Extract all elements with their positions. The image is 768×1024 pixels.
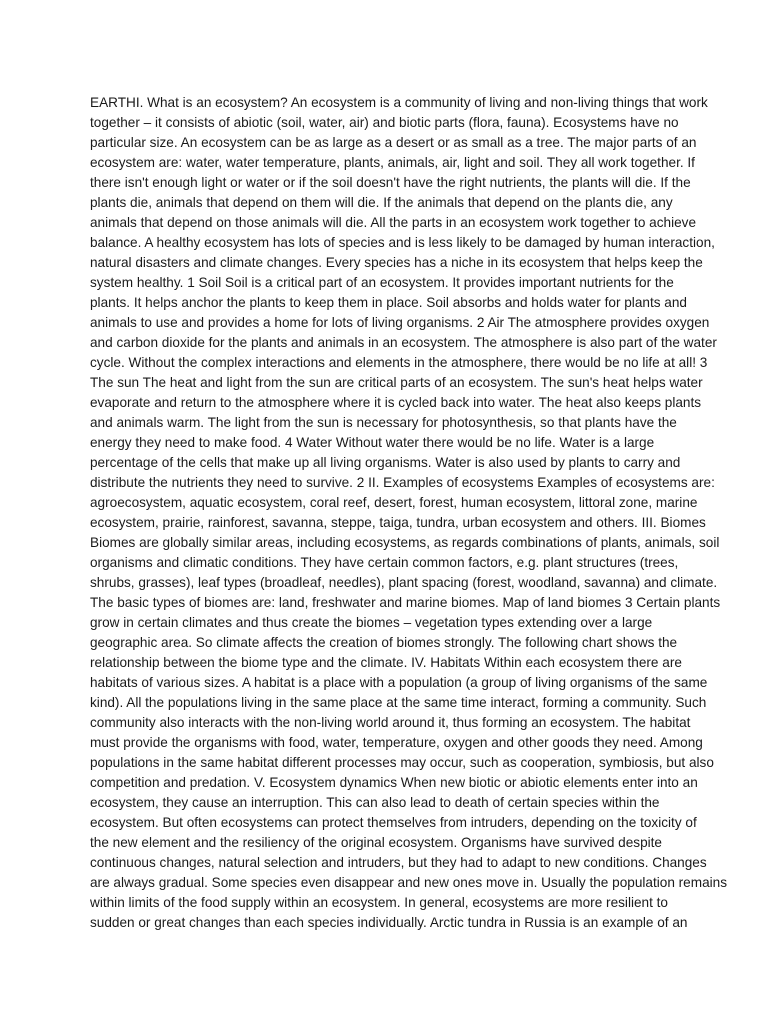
text-line: within limits of the food supply within an ecosystem. In general, ecosystems are more resilient to — [90, 895, 668, 910]
text-line: natural disasters and climate changes. Every species has a niche in its ecosystem that helps keep the — [90, 255, 703, 270]
text-line: must provide the organisms with food, water, temperature, oxygen and other goods they need. Among — [90, 735, 703, 750]
text-line: ecosystem, they cause an interruption. This can also lead to death of certain species within the — [90, 795, 660, 810]
text-line: animals to use and provides a home for lots of living organisms. 2 Air The atmosphere provides oxygen — [90, 315, 710, 330]
text-line: ecosystem. But often ecosystems can protect themselves from intruders, depending on the toxicity of — [90, 815, 697, 830]
text-line: together – it consists of abiotic (soil, water, air) and biotic parts (flora, fauna). Ecosystems have no — [90, 115, 679, 130]
text-line: are always gradual. Some species even disappear and new ones move in. Usually the population remains — [90, 875, 728, 890]
text-line: sudden or great changes than each species individually. Arctic tundra in Russia is an example of an — [90, 915, 688, 930]
text-line: there isn't enough light or water or if the soil doesn't have the right nutrients, the plants will die. If the — [90, 175, 691, 190]
text-line: energy they need to make food. 4 Water Without water there would be no life. Water is a large — [90, 435, 655, 450]
text-line: kind). All the populations living in the same place at the same time interact, forming a community. Such — [90, 695, 707, 710]
text-line: agroecosystem, aquatic ecosystem, coral reef, desert, forest, human ecosystem, littoral zone, marine — [90, 495, 698, 510]
text-line: continuous changes, natural selection and intruders, but they had to adapt to new conditions. Changes — [90, 855, 707, 870]
text-line: animals that depend on those animals will die. All the parts in an ecosystem work together to achieve — [90, 215, 697, 230]
text-line: particular size. An ecosystem can be as large as a desert or as small as a tree. The major parts of an — [90, 135, 697, 150]
text-line: organisms and climatic conditions. They have certain common factors, e.g. plant structures (trees, — [90, 555, 679, 570]
text-line: grow in certain climates and thus create the biomes – vegetation types extending over a large — [90, 615, 653, 630]
text-line: ecosystem, prairie, rainforest, savanna, steppe, taiga, tundra, urban ecosystem and others. III. Biomes — [90, 515, 706, 530]
text-line: shrubs, grasses), leaf types (broadleaf, needles), plant spacing (forest, woodland, savanna) and climate. — [90, 575, 718, 590]
text-line: percentage of the cells that make up all living organisms. Water is also used by plants to carry and — [90, 455, 681, 470]
text-line: community also interacts with the non-living world around it, thus forming an ecosystem. The habitat — [90, 715, 691, 730]
body-text — [90, 93, 728, 933]
text-line: Biomes are globally similar areas, including ecosystems, as regards combinations of plants, animals, soil — [90, 535, 720, 550]
text-line: cycle. Without the complex interactions and elements in the atmosphere, there would be no life at all! 3 — [90, 355, 708, 370]
text-line: EARTHI. What is an ecosystem? An ecosystem is a community of living and non-living things that work — [90, 95, 708, 110]
text-line: evaporate and return to the atmosphere where it is cycled back into water. The heat also keeps plants — [90, 395, 702, 410]
text-line: the new element and the resiliency of the original ecosystem. Organisms have survived despite — [90, 835, 662, 850]
text-line: geographic area. So climate affects the creation of biomes strongly. The following chart shows the — [90, 635, 678, 650]
text-line: distribute the nutrients they need to survive. 2 II. Examples of ecosystems Examples of ecosystems are: — [90, 475, 715, 490]
text-line: plants die, animals that depend on them will die. If the animals that depend on the plants die, any — [90, 195, 673, 210]
text-line: ecosystem are: water, water temperature, plants, animals, air, light and soil. They all work together. If — [90, 155, 695, 170]
text-line: balance. A healthy ecosystem has lots of species and is less likely to be damaged by human interaction, — [90, 235, 715, 250]
text-line: The sun The heat and light from the sun are critical parts of an ecosystem. The sun's heat helps water — [90, 375, 703, 390]
text-line: habitats of various sizes. A habitat is a place with a population (a group of living organisms of the same — [90, 675, 708, 690]
text-line: plants. It helps anchor the plants to keep them in place. Soil absorbs and holds water for plants and — [90, 295, 687, 310]
text-line: relationship between the biome type and the climate. IV. Habitats Within each ecosystem there are — [90, 655, 682, 670]
text-line: system healthy. 1 Soil Soil is a critical part of an ecosystem. It provides important nutrients for the — [90, 275, 674, 290]
text-line: and animals warm. The light from the sun is necessary for photosynthesis, so that plants have the — [90, 415, 677, 430]
text-line: populations in the same habitat different processes may occur, such as cooperation, symbiosis, but also — [90, 755, 714, 770]
text-line: competition and predation. V. Ecosystem dynamics When new biotic or abiotic elements enter into an — [90, 775, 698, 790]
text-line: and carbon dioxide for the plants and animals in an ecosystem. The atmosphere is also part of the water — [90, 335, 717, 350]
text-line: The basic types of biomes are: land, freshwater and marine biomes. Map of land biomes 3 Certain plants — [90, 595, 721, 610]
